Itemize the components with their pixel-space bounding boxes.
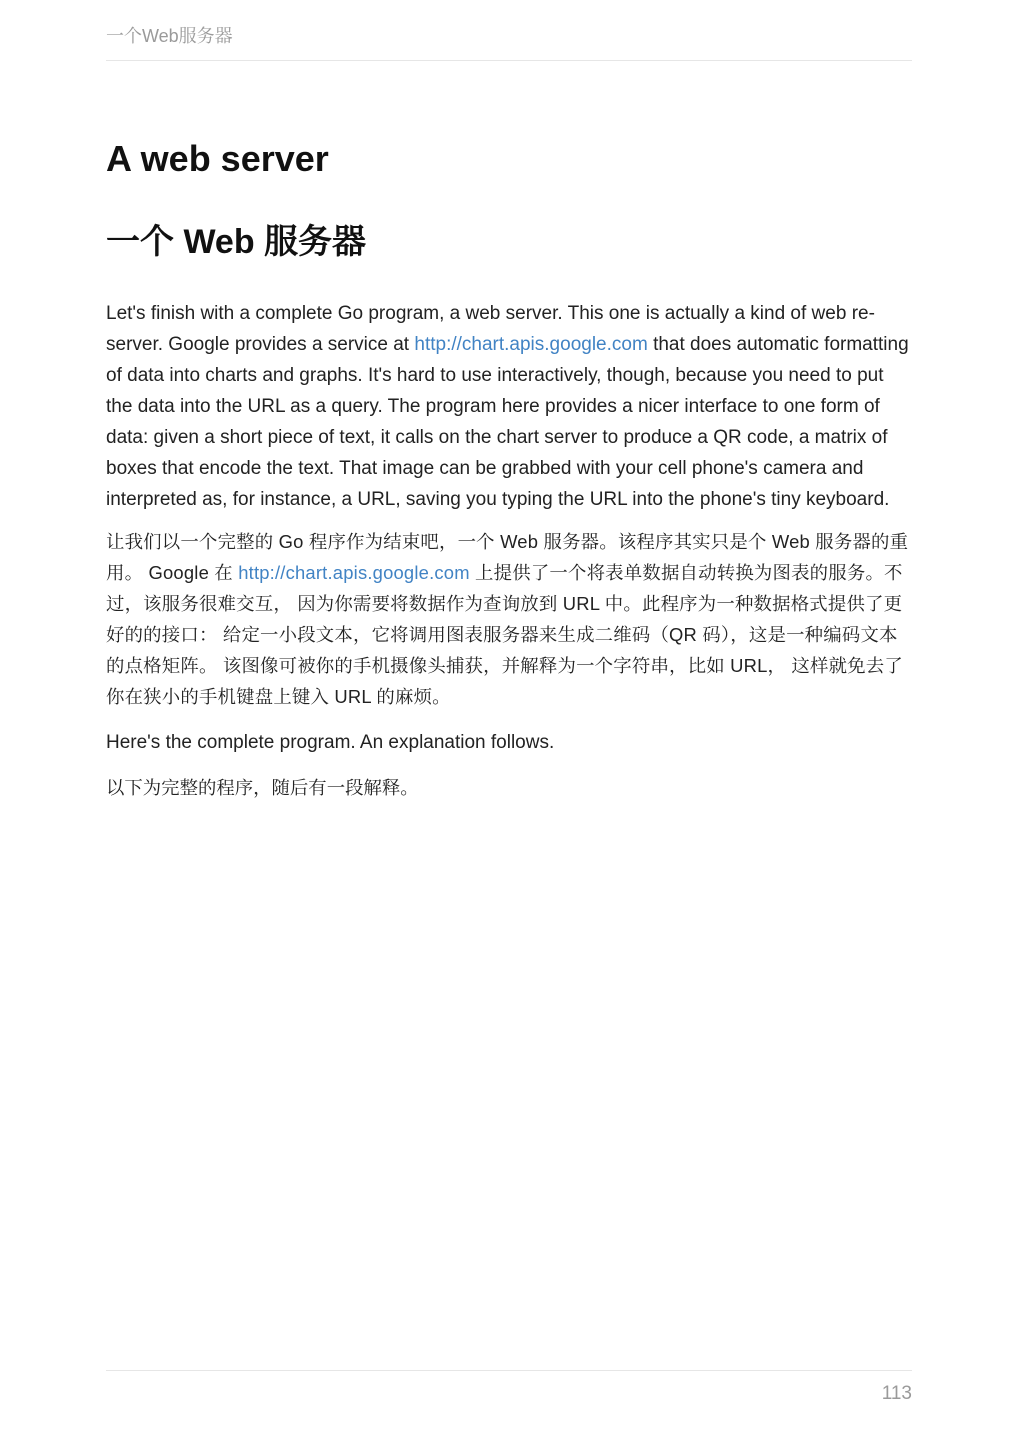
section-title-english: A web server [106,138,329,179]
chart-api-link[interactable]: http://chart.apis.google.com [414,334,648,355]
chart-api-link[interactable]: http://chart.apis.google.com [238,562,470,583]
running-header-title: 一个Web服务器 [106,26,233,46]
page-content [106,133,912,803]
page-number: 113 [881,1383,912,1404]
paragraph-text: 上提供了一个将表单数据自动转换为图表的服务。不过，该服务很难交互， 因为你需要将数据作为查询放到 URL 中。此程序为一种数据格式提供了更好的的接口： 给定一小段文本，它将调用图表服务器来生成二维码（QR 码），这是一种编码文本的点格矩阵。 该图像可被你的手机摄像头捕获，并解释为一个字符串，比如 URL， 这样就免去了你在狭小的手机键盘上键入 URL 的麻烦。 [106,562,903,707]
paragraph-text: Let's finish with a complete Go program, a web server. This one is actually a kind of web re-server. Google provides a service at [106,303,875,355]
section-title-chinese: 一个 Web 服务器 [106,223,367,261]
paragraph-intro-english [106,298,912,515]
paragraph-program-chinese: 以下为完整的程序，随后有一段解释。 [106,777,419,798]
paragraph-text: that does automatic formatting of data into charts and graphs. It's hard to use interactively, though, because you need to put the data into the URL as a query. The program here provides a nicer interface to one form of data: given a short piece of text, it calls on the chart server to produce a QR code, a matrix of boxes that encode the text. That image can be grabbed with your cell phone's camera and interpreted as, for instance, a URL, saving you typing the URL into the phone's tiny keyboard. [106,334,909,510]
paragraph-intro-chinese [106,526,912,712]
paragraph-text: 让我们以一个完整的 Go 程序作为结束吧，一个 Web 服务器。该程序其实只是个 Web 服务器的重用。 Google 在 [106,531,909,583]
header-divider [106,60,912,61]
paragraph-program-english: Here's the complete program. An explanation follows. [106,732,555,753]
footer-divider [106,1370,912,1371]
